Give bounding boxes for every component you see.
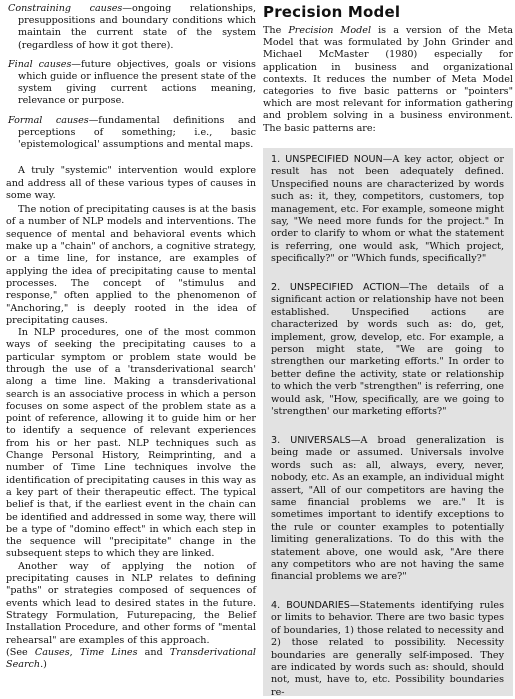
definition-term: Formal causes [8, 114, 89, 126]
intro-pre: The [263, 25, 289, 36]
definition-text: —fundamental definitions and perceptions of something; i.e., basic 'epistemological' assumptions and mental maps. [18, 114, 256, 151]
left-column [6, 3, 256, 671]
definition-item [6, 59, 256, 108]
pattern-item [271, 154, 504, 266]
see-also-and: and [137, 646, 170, 658]
pattern-text: —The details of a significant action or relationship have not been established. Unspecified actions are characterized by words such as: do, get, implement, grow, develop, etc. For example, a person might state, "We are going to strengthen our marketing efforts." In order to better define the activity, state or relationship to which the verb "strengthen" is referring, one would ask, "How, specifically, are we going to 'strengthen' our marketing efforts?" [271, 282, 504, 418]
definition-term: Constraining causes [8, 3, 123, 14]
body-paragraph: The notion of precipitating causes is at the basis of a number of NLP models and interventions. The sequence of mental and behavioral events which make up a "chain" of anchors, a cognitive strategy, or a time line, for instance, are examples of applying the idea of precipitating cause to mental processes. The concept of "stimulus and response," often applied to the phenomenon of "Anchoring," is deeply rooted in the idea of precipitating causes. [6, 204, 256, 326]
see-also-ref: Time Lines [79, 646, 138, 658]
see-also-suffix: .) [40, 659, 47, 671]
definition-item [6, 3, 256, 52]
pattern-heading: 2. UNSPECIFIED ACTION [271, 282, 400, 293]
body-text [6, 165, 256, 671]
right-column [263, 3, 513, 698]
see-also-ref: Causes [34, 646, 70, 658]
body-paragraph: In NLP procedures, one of the most common ways of seeking the precipitating causes to a particular symptom or problem state would be through the use of a 'transderivational search' along a time line. Making a transderivational search is an associative process in which a person focuses on some aspect of the problem state as a point of reference, allowing it to guide him or her to identify a sequence of relevant experiences from his or her past. NLP techniques such as Change Personal History, Reimprinting, and a number of Time Line techniques involve the identification of precipitating causes in this way as a key part of their therapeutic effect. The typical belief is that, if the earliest event in the chain can be identified and addressed in some way, there will be a type of "domino effect" in which each step in the sequence will "precipitate" change in the subsequent steps to which they are linked. [6, 327, 256, 560]
pattern-heading: 4. BOUNDARIES [271, 600, 350, 611]
pattern-text: —A key actor, object or result has not been adequately defined. Unspecified nouns are characterized by words such as: it, they, competitors, customers, top management, etc. For example, someone might say, "We need more funds for the project." In order to clarify to whom or what the statement is referring, one would ask, "Which project, specifically?" or "Which funds, specifically?" [271, 154, 504, 265]
entry-title: Precision Model [263, 3, 401, 21]
see-also-prefix: (See [6, 646, 35, 658]
pattern-heading: 3. UNIVERSALS [271, 435, 351, 446]
see-also-ref: Transderivational Search [6, 646, 256, 671]
see-also-separator: , [69, 646, 80, 658]
definition-term: Final causes [8, 58, 72, 70]
intro-emphasis: Precision Model [288, 25, 372, 36]
body-paragraph: Another way of applying the notion of precipitating causes in NLP relates to defining "paths" or strategies composed of sequences of events which lead to desired states in the future. Strategy Formulation, Futurepacing, the Belief Installation Procedure, and other forms of "mental rehearsal" are examples of this approach. [6, 560, 256, 646]
pattern-item [271, 435, 504, 584]
definition-text: —future objectives, goals or visions which guide or influence the present state of the system giving current actions meaning, relevance or purpose. [18, 58, 256, 107]
intro-text: is a version of the Meta Model that was formulated by John Grinder and Michael McMaster (1980) especially for application in business and organizational contexts. It reduces the number of Meta Model categories to five basic patterns or "pointers" which are most relevant for information gathering and problem solving in a business environment. The basic patterns are: [263, 25, 513, 134]
definition-text: —ongoing relationships, presuppositions and boundary conditions which maintain the current state of the system (regardless of how it got there). [18, 3, 256, 51]
cause-definitions [6, 3, 256, 151]
pattern-text: —Statements identifying rules or limits to behavior. There are two basic types of boundaries, 1) those related to necessity and 2) those related to possibility. Necessity boundaries are generally self-imposed. They are indicated by words such as: should, should not, must, have to, etc. Possibility boundaries re- [271, 600, 505, 698]
pattern-text: —A broad generalization is being made or assumed. Universals involve words such as: all, always, every, never, nobody, etc. As an example, an individual might assert, "All of our competitors are having the same financial problems we are." It is sometimes important to identify exceptions to the rule or counter examples to potentially limiting generalizations. To do this with the statement above, one would ask, "Are there any competitors who are not having the same financial problems we are?" [271, 435, 504, 583]
pattern-item [271, 282, 504, 418]
pattern-item [271, 600, 504, 699]
patterns-box [263, 148, 513, 696]
entry-intro [263, 25, 513, 135]
pattern-heading: 1. UNSPECIFIED NOUN [271, 154, 383, 165]
see-also [6, 647, 256, 672]
definition-item [6, 115, 256, 152]
body-paragraph: A truly "systemic" intervention would explore and address all of these various types of causes in some way. [6, 165, 256, 201]
